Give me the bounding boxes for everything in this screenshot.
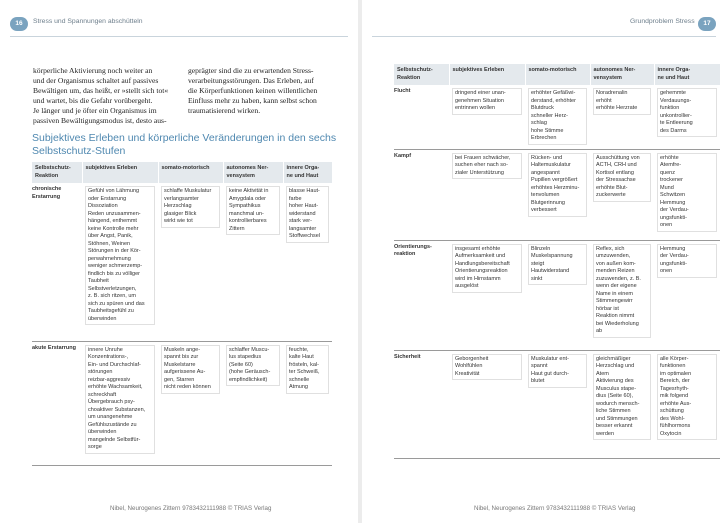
page-footer: Nibel, Neurogenes Zittern 9783432111988 © TRIAS Verlag [110,505,272,512]
table-row [394,240,720,350]
text-line: und wartet, bis die Gefahr vorübergeht. [33,96,153,105]
table-cell [449,85,525,149]
cell-text: erhöhter Gefäßwi- derstand, erhöhter Blutdruck schneller Herz- schlag hohe Stimme Erbrechen [528,88,587,145]
cell-text: schlaffe Muskulatur verlangsamter Herzschlag glasiger Blick wirkt wie tot [161,186,220,228]
table-cell [82,341,158,465]
cell-text: Muskeln ange- spannt bis zur Muskelstarre aufgerissene Au- gen, Starren nicht reden können [161,345,220,394]
row-label: akute Erstarrung [32,341,82,465]
header-subjective: subjektives Erleben [449,64,525,85]
text-line: verarbeitungsstörungen. Das Erleben, auf [188,76,314,85]
table-cell [449,350,525,458]
cell-text: Muskulatur ent- spannt Haut gut durch- blutet [528,354,587,388]
table-cell [283,183,332,341]
table-cell [223,341,283,465]
text-line: Einfluss mehr zu haben, kann selbst schon [188,96,317,105]
table-cell [525,149,590,240]
text-line: traumatisierend wirken. [188,106,261,115]
page-number-badge: 17 [698,17,716,31]
cell-text: gehemmte Verdauungs- funktion unkontrollier- te Entleerung des Darms [657,88,717,137]
table-row [394,350,720,458]
section-title-line: Selbstschutz-Stufen [32,145,126,157]
header-autonomic: autonomes Ner- vensystem [590,64,654,85]
table-cell [590,350,654,458]
left-page [0,0,358,523]
table-cell [525,85,590,149]
cell-text: bei Frauen schwächer, suchen eher nach so- zialer Unterstützung [452,153,522,180]
header-organs: innere Orga- ne und Haut [283,162,332,183]
header-somatic: somato-motorisch [158,162,223,183]
text-line: körperliche Aktivierung noch weiter an [33,66,153,75]
section-title [32,132,342,158]
table-cell [223,183,283,341]
cell-text: Blinzeln Muskelspannung steigt Hautwiderstand sinkt [528,244,587,286]
row-label: Flucht [394,85,449,149]
cell-text: schlaffer Muscu- lus stapedius (Seite 60) (hohe Geräusch- empfindlichkeit) [226,345,280,387]
cell-text: keine Aktivität in Amygdala oder Sympathikus manchmal un- kontrollierbares Zittern [226,186,280,235]
table-cell [590,149,654,240]
text-line: Je länger und je öfter ein Organismus im [33,106,157,115]
table-header-row [32,162,332,183]
table-cell [654,149,720,240]
table-row [32,183,332,341]
header-organs: innere Orga- ne und Haut [654,64,720,85]
table-row [394,149,720,240]
cell-text: erhöhte Atemfre- quenz trockener Mund Schwitzen Hemmung der Verdau- ungsfunkti- onen [657,153,717,232]
row-label: Sicherheit [394,350,449,458]
table-row [394,85,720,149]
cell-text: innere Unruhe Konzentrations-, Ein- und Durchschlaf- störungen reizbar-aggressiv erhöhte Wachsamkeit, schreckhaft Übergebrauch psy- choaktiver Substanzen, um unangenehme Gefühlszustände zu überwinden mangelnde Selbstfür- sorge [85,345,155,454]
cell-text: Ausschüttung von ACTH, CRH und Kortisol entlang der Stressachse erhöhte Blut- zuckerwerte [593,153,651,202]
header-somatic: somato-motorisch [525,64,590,85]
header-reaction: Selbstschutz- Reaktion [32,162,82,183]
cell-text: blasse Haut- farbe hoher Haut- widerstand stark ver- langsamter Stoffwechsel [286,186,329,243]
running-header: Stress und Spannungen abschütteln [33,18,143,25]
header-subjective: subjektives Erleben [82,162,158,183]
text-line: passiven Bewältigungsmodus ist, desto aus- [33,116,167,125]
table-cell [82,183,158,341]
cell-text: gleichmäßiger Herzschlag und Atem Aktivierung des Musculus stape- dius (Seite 60), wodurch mensch- liche Stimmen und Stimmungen besser erkannt werden [593,354,651,441]
table-cell [449,149,525,240]
text-line: und der Organismus schaltet auf passives [33,76,159,85]
table-cell [654,240,720,350]
cell-text: Hemmung der Verdau- ungsfunkti- onen [657,244,717,278]
table-header-row [394,64,720,85]
cell-text: Rücken- und Haltemuskulatur angespannt Pupillen vergrößert erhöhtes Herzminu- tenvolumen Blutgerinnung verbessert [528,153,587,217]
page-footer: Nibel, Neurogenes Zittern 9783432111988 © TRIAS Verlag [474,505,636,512]
header-rule [10,36,348,37]
cell-text: insgesamt erhöhte Aufmerksamkeit und Handlungsbereitschaft Orientierungsreaktion wird im Hirnstamm ausgelöst [452,244,522,293]
cell-text: dringend einer unan- genehmen Situation entrinnen wollen [452,88,522,115]
right-page [362,0,720,523]
table-cell [525,350,590,458]
table-cell [590,240,654,350]
text-line: die Körperfunktionen keinen willentlichen [188,86,318,95]
table-cell [283,341,332,465]
text-line: geprägter sind die zu erwartenden Stress- [188,66,314,75]
table-cell [654,350,720,458]
cell-text: Gefühl von Lähmung oder Erstarrung Dissoziation Reden unzusammen- hängend, enthemmt keine Kontrolle mehr über Angst, Panik, Stöhnen, Weinen Störungen in der Kör- perwahrnehmung weniger schmerzemp- findlich bis zu völliger Taubheit Selbstverletzungen, z. B. sich ritzen, um sich zu spüren und das Taubheitsgefühl zu überwinden [85,186,155,325]
cell-text: alle Körper- funktionen im optimalen Bereich, der Tagesrhyth- mik folgend erhöhte Aus- schüttung des Wohl- fühlhormons Oxytocin [657,354,717,441]
table-cell [158,183,223,341]
stress-table-left [32,162,332,466]
table-cell [449,240,525,350]
running-header: Grundproblem Stress [630,18,695,25]
table-cell [158,341,223,465]
stress-table-right [394,64,720,459]
row-label: Orientierungs- reaktion [394,240,449,350]
header-autonomic: autonomes Ner- vensystem [223,162,283,183]
body-column-2 [188,66,338,116]
cell-text: feuchte, kalte Haut frösteln, kal- ter Schweiß, schnelle Atmung [286,345,329,394]
table-cell [590,85,654,149]
cell-text: Noradrenalin erhöht erhöhte Herzrate [593,88,651,115]
table-cell [654,85,720,149]
table-cell [525,240,590,350]
cell-text: Reflex, sich umzuwenden, von außen kom- menden Reizen zuzuwenden, z. B. wenn der eigene Name in einem Stimmengewirr hörbar ist Reaktion nimmt bei Wiederholung ab [593,244,651,338]
header-reaction: Selbstschutz- Reaktion [394,64,449,85]
section-title-line: Subjektives Erleben und körperliche Veränderungen in den sechs [32,132,337,144]
page-number-badge: 16 [10,17,28,31]
table-row [32,341,332,465]
text-line: Bewältigen um, das heißt, er »stellt sich tot« [33,86,169,95]
row-label: chronische Erstarrung [32,183,82,341]
body-column-1 [33,66,183,126]
cell-text: Geborgenheit Wohlfühlen Kreativität [452,354,522,381]
row-label: Kampf [394,149,449,240]
header-rule [372,36,716,37]
